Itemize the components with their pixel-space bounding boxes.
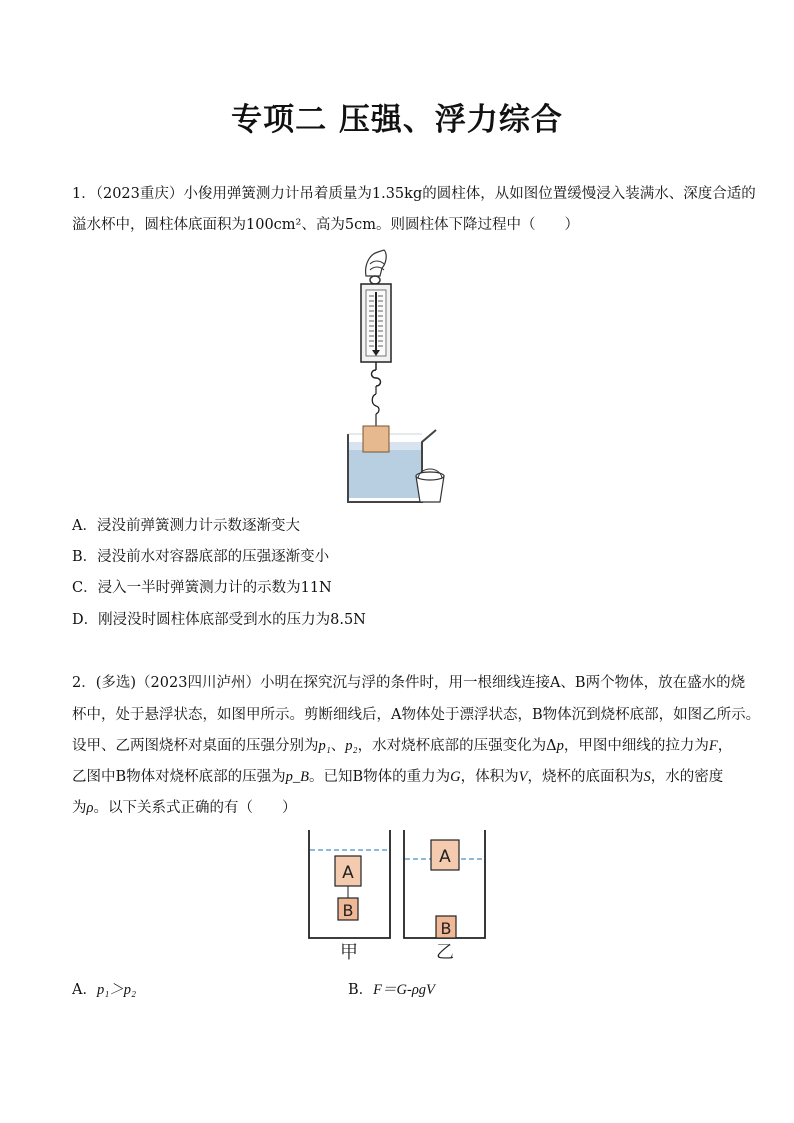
q1-option-a: A．浸没前弹簧测力计示数逐渐变大	[72, 518, 300, 534]
var-p2: p₂	[345, 738, 358, 754]
q1-option-d: D．刚浸没时圆柱体底部受到水的压力为8.5N	[72, 612, 366, 628]
q2-stem-line-5: 为ρ。以下关系式正确的有（ ）	[72, 800, 297, 816]
label-b-jia: B	[342, 901, 354, 920]
q1-stem-line-1: 1．（2023重庆）小俊用弹簧测力计吊着质量为1.35kg的圆柱体，从如图位置缓慢浸入装满水、深度合适的	[72, 186, 756, 202]
label-yi: 乙	[436, 942, 454, 963]
q1-figure	[340, 246, 460, 510]
var-G: G	[450, 769, 461, 785]
q1-option-c: C．浸入一半时弹簧测力计的示数为11N	[72, 580, 332, 596]
cylinder-block	[363, 426, 389, 452]
q2-stem-line-4: 乙图中B物体对烧杯底部的压强为p_B。已知B物体的重力为G，体积为V，烧杯的底面积为S，水的密度	[72, 769, 724, 785]
label-b-yi: B	[440, 919, 452, 938]
label-a-yi: A	[439, 847, 451, 867]
q2-option-a: A．p₁＞p₂	[72, 982, 137, 998]
label-jia: 甲	[340, 942, 358, 963]
q2-figure	[300, 826, 492, 966]
var-p: p	[556, 738, 564, 754]
var-V: V	[518, 769, 528, 785]
q1-option-b: B．浸没前水对容器底部的压强逐渐变小	[72, 549, 330, 565]
q2-stem-line-3: 设甲、乙两图烧杯对桌面的压强分别为p₁、p₂，水对烧杯底部的压强变化为Δp，甲图中细线的拉力为F，	[72, 738, 733, 754]
page-title: 专项二 压强、浮力综合	[231, 102, 563, 138]
q2-stem-line-1: 2．(多选)（2023四川泸州）小明在探究沉与浮的条件时，用一根细线连接A、B两个物体，放在盛水的烧	[72, 675, 746, 691]
label-a-jia: A	[342, 863, 354, 883]
q2-option-b: B．F＝G-ρgV	[348, 982, 435, 998]
q1-stem-line-2: 溢水杯中，圆柱体底面积为100cm²、高为5cm。则圆柱体下降过程中（ ）	[72, 217, 579, 233]
var-pB: p_B	[285, 769, 310, 785]
var-rho: ρ	[86, 800, 94, 816]
var-F: F	[708, 738, 718, 754]
var-p1: p₁	[318, 738, 331, 754]
var-S: S	[643, 769, 651, 785]
q2-stem-line-2: 杯中，处于悬浮状态，如图甲所示。剪断细线后，A物体处于漂浮状态，B物体沉到烧杯底部，如图乙所示。	[72, 707, 761, 723]
